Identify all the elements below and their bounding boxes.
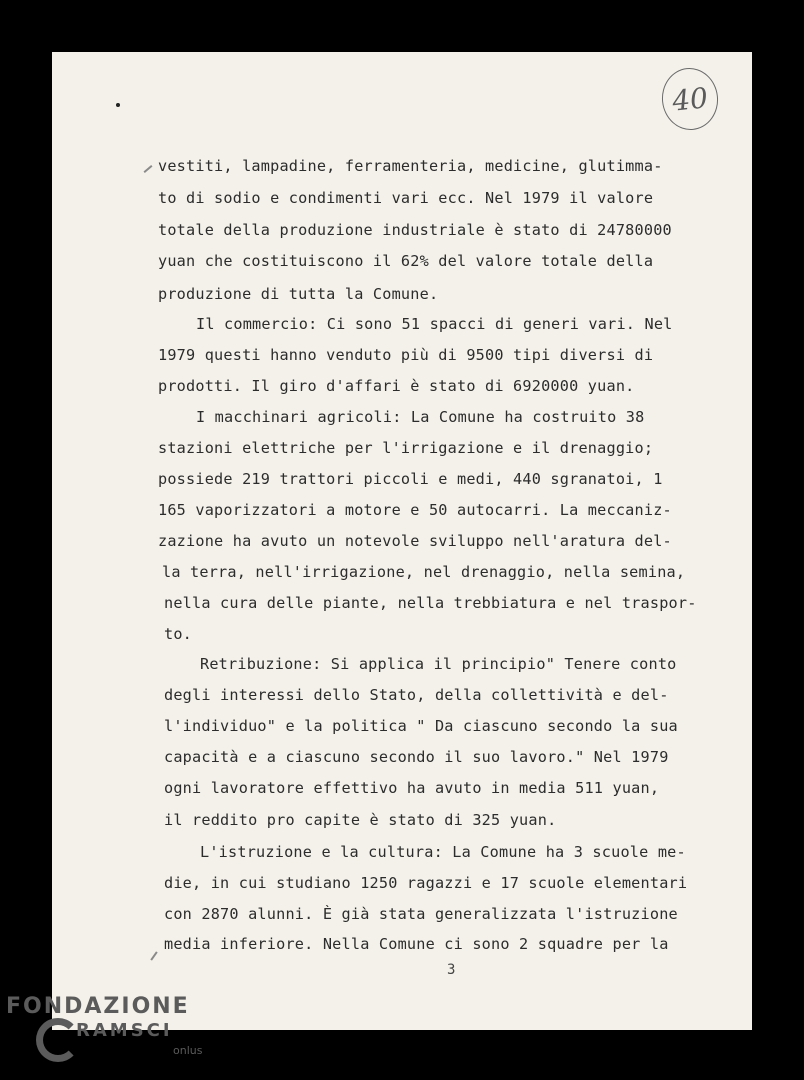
watermark-suffix: onlus (173, 1044, 203, 1057)
text-line: ogni lavoratore effettivo ha avuto in media 511 yuan, (164, 779, 660, 797)
text-line: degli interessi dello Stato, della collettività e del- (164, 686, 669, 704)
text-line: l'individuo" e la politica " Da ciascuno secondo la sua (164, 717, 678, 735)
text-line: produzione di tutta la Comune. (158, 285, 439, 303)
archive-watermark (6, 994, 203, 1057)
text-line: to di sodio e condimenti vari ecc. Nel 1979 il valore (158, 189, 654, 207)
watermark-subtitle: RAMSCI (76, 1020, 173, 1041)
text-line: capacità e a ciascuno secondo il suo lavoro." Nel 1979 (164, 748, 669, 766)
text-line: con 2870 alunni. È già stata generalizzata l'istruzione (164, 905, 678, 923)
text-line: L'istruzione e la cultura: La Comune ha 3 scuole me- (200, 843, 686, 861)
watermark-g-logo (36, 1018, 80, 1062)
page-number: 3 (447, 962, 456, 978)
text-line: I macchinari agricoli: La Comune ha costruito 38 (196, 408, 645, 426)
text-line: nella cura delle piante, nella trebbiatura e nel traspor- (164, 594, 697, 612)
typed-dot (116, 103, 120, 107)
text-line: stazioni elettriche per l'irrigazione e il drenaggio; (158, 439, 654, 457)
text-line: prodotti. Il giro d'affari è stato di 6920000 yuan. (158, 377, 635, 395)
watermark-title: FONDAZIONE (6, 994, 190, 1019)
text-line: possiede 219 trattori piccoli e medi, 440 sgranatoi, 1 (158, 470, 663, 488)
text-line: Retribuzione: Si applica il principio" Tenere conto (200, 655, 677, 673)
text-line: to. (164, 625, 193, 643)
text-line: 1979 questi hanno venduto più di 9500 tipi diversi di (158, 346, 654, 364)
text-line: 165 vaporizzatori a motore e 50 autocarri. La meccaniz- (158, 501, 672, 519)
text-line: il reddito pro capite è stato di 325 yuan. (164, 811, 557, 829)
text-line: vestiti, lampadine, ferramenteria, medicine, glutimma- (158, 157, 663, 175)
text-line: zazione ha avuto un notevole sviluppo nell'aratura del- (158, 532, 672, 550)
text-line: la terra, nell'irrigazione, nel drenaggio, nella semina, (162, 563, 686, 581)
text-line: Il commercio: Ci sono 51 spacci di generi vari. Nel (196, 315, 673, 333)
text-line: yuan che costituiscono il 62% del valore totale della (158, 252, 654, 270)
text-line: media inferiore. Nella Comune ci sono 2 squadre per la (164, 935, 669, 953)
archive-number-stamp: 40 (659, 65, 721, 133)
text-line: die, in cui studiano 1250 ragazzi e 17 scuole elementari (164, 874, 688, 892)
text-line: totale della produzione industriale è stato di 24780000 (158, 221, 672, 239)
